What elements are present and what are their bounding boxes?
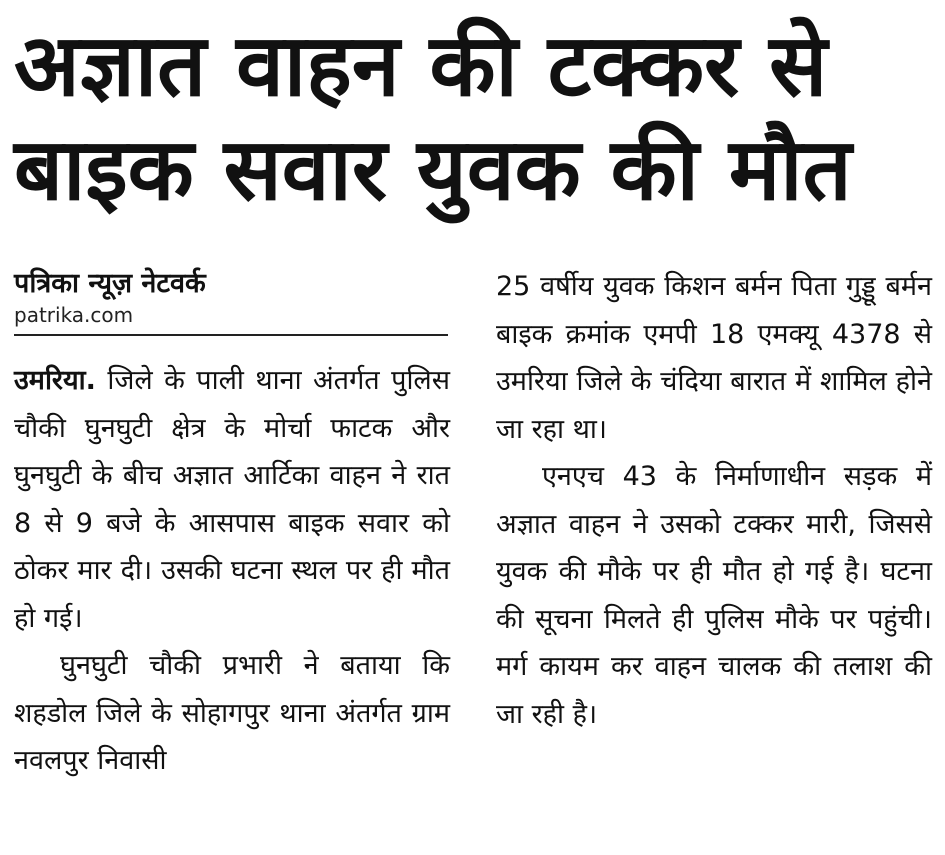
headline-line-1: अज्ञात वाहन की टक्कर से (14, 16, 828, 116)
headline (14, 14, 934, 222)
article-column-left (14, 357, 450, 785)
article-paragraph-2-continued: 25 वर्षीय युवक किशन बर्मन पिता गुड्डू बर्मन बाइक क्रमांक एमपी 18 एमक्यू 4378 से उमरिया जिले के चंदिया बारात में शामिल होने जा रहा था। (496, 271, 932, 445)
byline-site: patrika.com (14, 302, 448, 336)
dateline: उमरिया. (14, 365, 96, 396)
article-paragraph-1 (14, 357, 450, 642)
byline (14, 266, 454, 336)
headline-line-2: बाइक सवार युवक की मौत (14, 120, 852, 220)
byline-name: पत्रिका न्यूज़ नेटवर्क (14, 268, 206, 299)
article-paragraph-2: घुनघुटी चौकी प्रभारी ने बताया कि शहडोल जिले के सोहागपुर थाना अंतर्गत ग्राम नवलपुर निवासी (14, 650, 450, 776)
article-paragraph-3: एनएच 43 के निर्माणाधीन सड़क में अज्ञात वाहन ने उसको टक्कर मारी, जिससे युवक की मौके पर ही मौत हो गई है। घटना की सूचना मिलते ही पुलिस मौके पर पहुंची। मर्ग कायम कर वाहन चालक की तलाश की जा रही है। (496, 461, 932, 730)
paragraph-1-text: जिले के पाली थाना अंतर्गत पुलिस चौकी घुनघुटी क्षेत्र के मोर्चा फाटक और घुनघुटी के बीच अज्ञात आर्टिका वाहन ने रात 8 से 9 बजे के आसपास बाइक सवार को ठोकर मार दी। उसकी घटना स्थल पर ही मौत हो गई। (14, 365, 450, 634)
article-column-right (496, 263, 932, 738)
